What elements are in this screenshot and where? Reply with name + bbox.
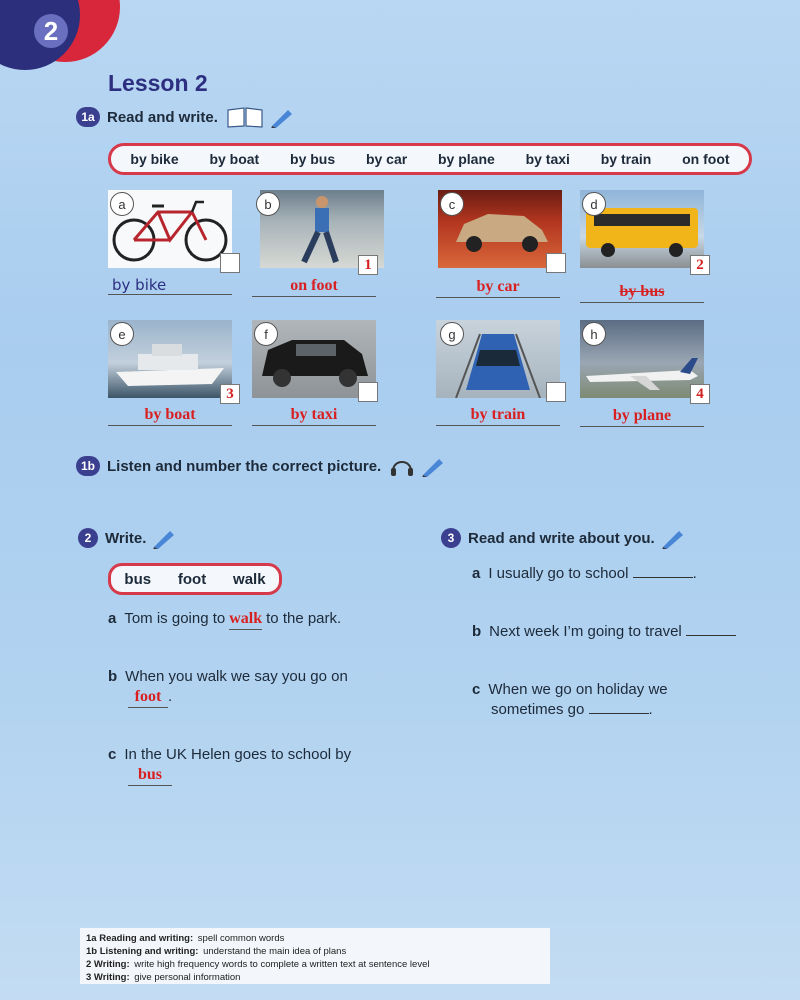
- item-letter: a: [108, 610, 117, 627]
- answer-blank[interactable]: [589, 701, 649, 714]
- exercise-instruction: Write.: [105, 529, 147, 547]
- exercise-1a-header: [76, 106, 294, 128]
- word-bank: [108, 143, 752, 175]
- objective-text: spell common words: [197, 933, 285, 944]
- objective-row: [86, 945, 544, 958]
- answer-line[interactable]: by taxi: [252, 405, 376, 426]
- answer-line[interactable]: on foot: [252, 276, 376, 297]
- answer-line[interactable]: by boat: [108, 405, 232, 426]
- question-text: In the UK Helen goes to school by: [124, 746, 352, 763]
- objective-text: understand the main idea of plans: [203, 946, 347, 957]
- question-text: When you walk we say you go on: [125, 668, 348, 685]
- word-bank-item: by taxi: [525, 151, 570, 167]
- word-bank-item: walk: [233, 570, 266, 588]
- number-box[interactable]: [220, 253, 240, 273]
- headphones-icon: [389, 455, 415, 477]
- exercise-number: 2: [78, 528, 98, 548]
- exercise-instruction: Listen and number the correct picture.: [107, 457, 382, 475]
- picture-letter: h: [582, 322, 606, 346]
- objective-text: write high frequency words to complete a written text at sentence level: [134, 959, 430, 970]
- question-text: When we go on holiday we: [488, 681, 668, 698]
- answer-blank[interactable]: [686, 623, 736, 636]
- word-bank-item: foot: [177, 570, 207, 588]
- objective-label: 2 Writing:: [86, 959, 130, 970]
- objective-text: give personal information: [134, 972, 241, 983]
- item-letter: c: [472, 681, 481, 698]
- question-2b: [108, 667, 348, 708]
- answer-line[interactable]: by bike: [108, 275, 232, 295]
- pencil-icon: [150, 527, 176, 549]
- picture-letter: f: [254, 322, 278, 346]
- question-text: Next week I’m going to travel: [489, 623, 682, 640]
- answer-line[interactable]: by train: [436, 405, 560, 426]
- pencil-icon: [659, 527, 685, 549]
- pencil-icon: [268, 106, 294, 128]
- number-box[interactable]: 4: [690, 384, 710, 404]
- question-text: .: [168, 688, 173, 705]
- question-3c: [472, 680, 668, 720]
- number-box[interactable]: [358, 382, 378, 402]
- item-letter: c: [108, 746, 117, 763]
- answer-line[interactable]: by plane: [580, 406, 704, 427]
- exercise-instruction: Read and write.: [107, 108, 218, 126]
- word-bank-item: by train: [600, 151, 652, 167]
- answer-text: by bus: [619, 283, 665, 300]
- word-bank-item: on foot: [682, 151, 730, 167]
- word-bank-2: [108, 563, 282, 595]
- answer-line[interactable]: by car: [436, 277, 560, 298]
- question-text: sometimes go: [491, 701, 585, 718]
- question-text: .: [692, 565, 697, 582]
- answer-fill[interactable]: foot: [128, 687, 168, 708]
- number-box[interactable]: 2: [690, 255, 710, 275]
- number-box[interactable]: [546, 382, 566, 402]
- picture-letter: e: [110, 322, 134, 346]
- question-3b: [472, 622, 736, 642]
- objective-row: [86, 932, 544, 945]
- word-bank-item: bus: [124, 570, 152, 588]
- question-text: .: [648, 701, 653, 718]
- question-text: Tom is going to: [124, 610, 226, 627]
- exercise-instruction: Read and write about you.: [468, 529, 655, 547]
- objective-label: 1b Listening and writing:: [86, 946, 199, 957]
- answer-fill[interactable]: bus: [128, 765, 172, 786]
- footer-objectives: [80, 928, 550, 984]
- picture-letter: d: [582, 192, 606, 216]
- question-text: to the park.: [266, 610, 342, 627]
- exercise-number: 1b: [76, 456, 100, 476]
- exercise-1b-header: [76, 455, 445, 477]
- number-box[interactable]: [546, 253, 566, 273]
- number-box[interactable]: 3: [220, 384, 240, 404]
- exercise-2-header: [78, 527, 176, 549]
- picture-letter: a: [110, 192, 134, 216]
- exercise-number: 3: [441, 528, 461, 548]
- question-3a: [472, 564, 697, 584]
- word-bank-item: by bus: [290, 151, 336, 167]
- word-bank-item: by car: [365, 151, 408, 167]
- word-bank-item: by plane: [437, 151, 495, 167]
- item-letter: a: [472, 565, 481, 582]
- picture-letter: c: [440, 192, 464, 216]
- objective-row: [86, 971, 544, 984]
- item-letter: b: [472, 623, 482, 640]
- answer-fill[interactable]: walk: [229, 609, 262, 630]
- picture-letter: b: [256, 192, 280, 216]
- exercise-number: 1a: [76, 107, 100, 127]
- pencil-icon: [419, 455, 445, 477]
- question-2c: [108, 745, 351, 786]
- question-text: I usually go to school: [488, 565, 629, 582]
- objective-label: 3 Writing:: [86, 972, 130, 983]
- objective-label: 1a Reading and writing:: [86, 933, 194, 944]
- picture-letter: g: [440, 322, 464, 346]
- word-bank-item: by boat: [209, 151, 260, 167]
- question-2a: [108, 609, 341, 630]
- item-letter: b: [108, 668, 118, 685]
- objective-row: [86, 958, 544, 971]
- word-bank-item: by bike: [130, 151, 179, 167]
- answer-line[interactable]: [580, 282, 704, 303]
- unit-number: 2: [34, 14, 68, 48]
- lesson-title: Lesson 2: [108, 70, 208, 96]
- book-icon: [226, 106, 264, 128]
- number-box[interactable]: 1: [358, 255, 378, 275]
- answer-blank[interactable]: [633, 565, 693, 578]
- exercise-3-header: [441, 527, 685, 549]
